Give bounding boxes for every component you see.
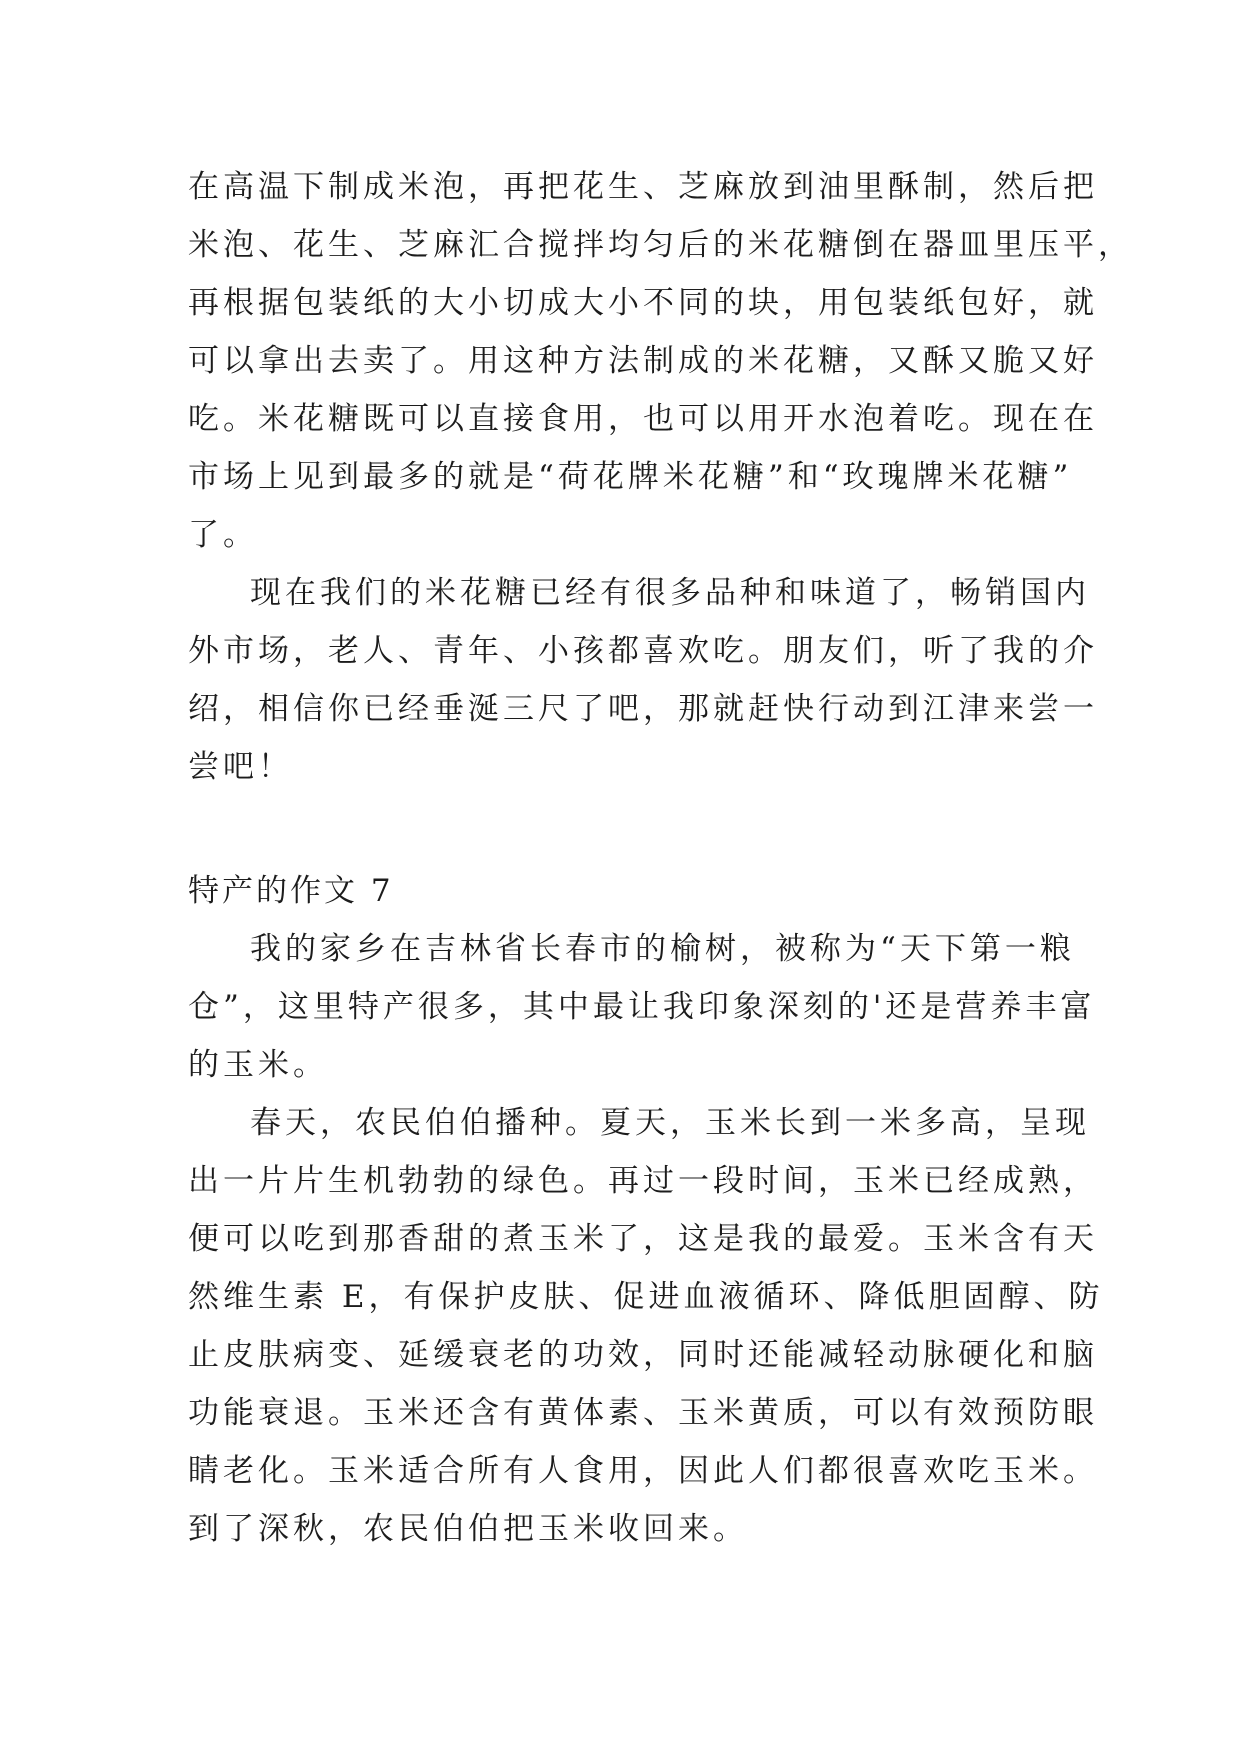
text-line: 再根据包装纸的大小切成大小不同的块，用包装纸包好，就 bbox=[188, 285, 1098, 321]
text-line: 睛老化。玉米适合所有人食用，因此人们都很喜欢吃玉米。 bbox=[188, 1453, 1098, 1489]
text-line: 我的家乡在吉林省长春市的榆树，被称为“天下第一粮 bbox=[250, 931, 1075, 967]
text-line: 止皮肤病变、延缓衰老的功效，同时还能减轻动脉硬化和脑 bbox=[188, 1337, 1098, 1373]
text-line: 绍，相信你已经垂涎三尺了吧，那就赶快行动到江津来尝一 bbox=[188, 691, 1098, 727]
paragraph bbox=[188, 1094, 1104, 1558]
text-line: 市场上见到最多的就是“荷花牌米花糖”和“玫瑰牌米花糖” bbox=[188, 459, 1073, 495]
text-line: 功能衰退。玉米还含有黄体素、玉米黄质，可以有效预防眼 bbox=[188, 1395, 1098, 1431]
text-line: 尝吧！ bbox=[188, 749, 293, 785]
text-line: 现在我们的米花糖已经有很多品种和味道了，畅销国内 bbox=[250, 575, 1090, 611]
section-heading-block bbox=[188, 862, 1068, 920]
text-line: 仓”，这里特产很多，其中最让我印象深刻的'还是营养丰富 bbox=[188, 989, 1096, 1025]
section-heading: 特产的作文 7 bbox=[188, 873, 394, 909]
text-line: 米泡、花生、芝麻汇合搅拌均匀后的米花糖倒在器皿里压平， bbox=[188, 227, 1133, 263]
text-line: 在高温下制成米泡，再把花生、芝麻放到油里酥制，然后把 bbox=[188, 169, 1098, 205]
text-line: 的玉米。 bbox=[188, 1047, 328, 1083]
text-line: 春天，农民伯伯播种。夏天，玉米长到一米多高，呈现 bbox=[250, 1105, 1090, 1141]
text-line: 了。 bbox=[188, 517, 258, 553]
text-line: 出一片片生机勃勃的绿色。再过一段时间，玉米已经成熟， bbox=[188, 1163, 1098, 1199]
text-line: 便可以吃到那香甜的煮玉米了，这是我的最爱。玉米含有天 bbox=[188, 1221, 1098, 1257]
paragraph bbox=[188, 920, 1096, 1094]
paragraph bbox=[188, 564, 1098, 796]
continuation-paragraph bbox=[188, 158, 1133, 564]
text-line: 然维生素 E，有保护皮肤、促进血液循环、降低胆固醇、防 bbox=[188, 1279, 1104, 1315]
text-line: 可以拿出去卖了。用这种方法制成的米花糖，又酥又脆又好 bbox=[188, 343, 1098, 379]
text-line: 吃。米花糖既可以直接食用，也可以用开水泡着吃。现在在 bbox=[188, 401, 1098, 437]
text-line: 外市场，老人、青年、小孩都喜欢吃。朋友们，听了我的介 bbox=[188, 633, 1098, 669]
text-line: 到了深秋，农民伯伯把玉米收回来。 bbox=[188, 1511, 748, 1547]
